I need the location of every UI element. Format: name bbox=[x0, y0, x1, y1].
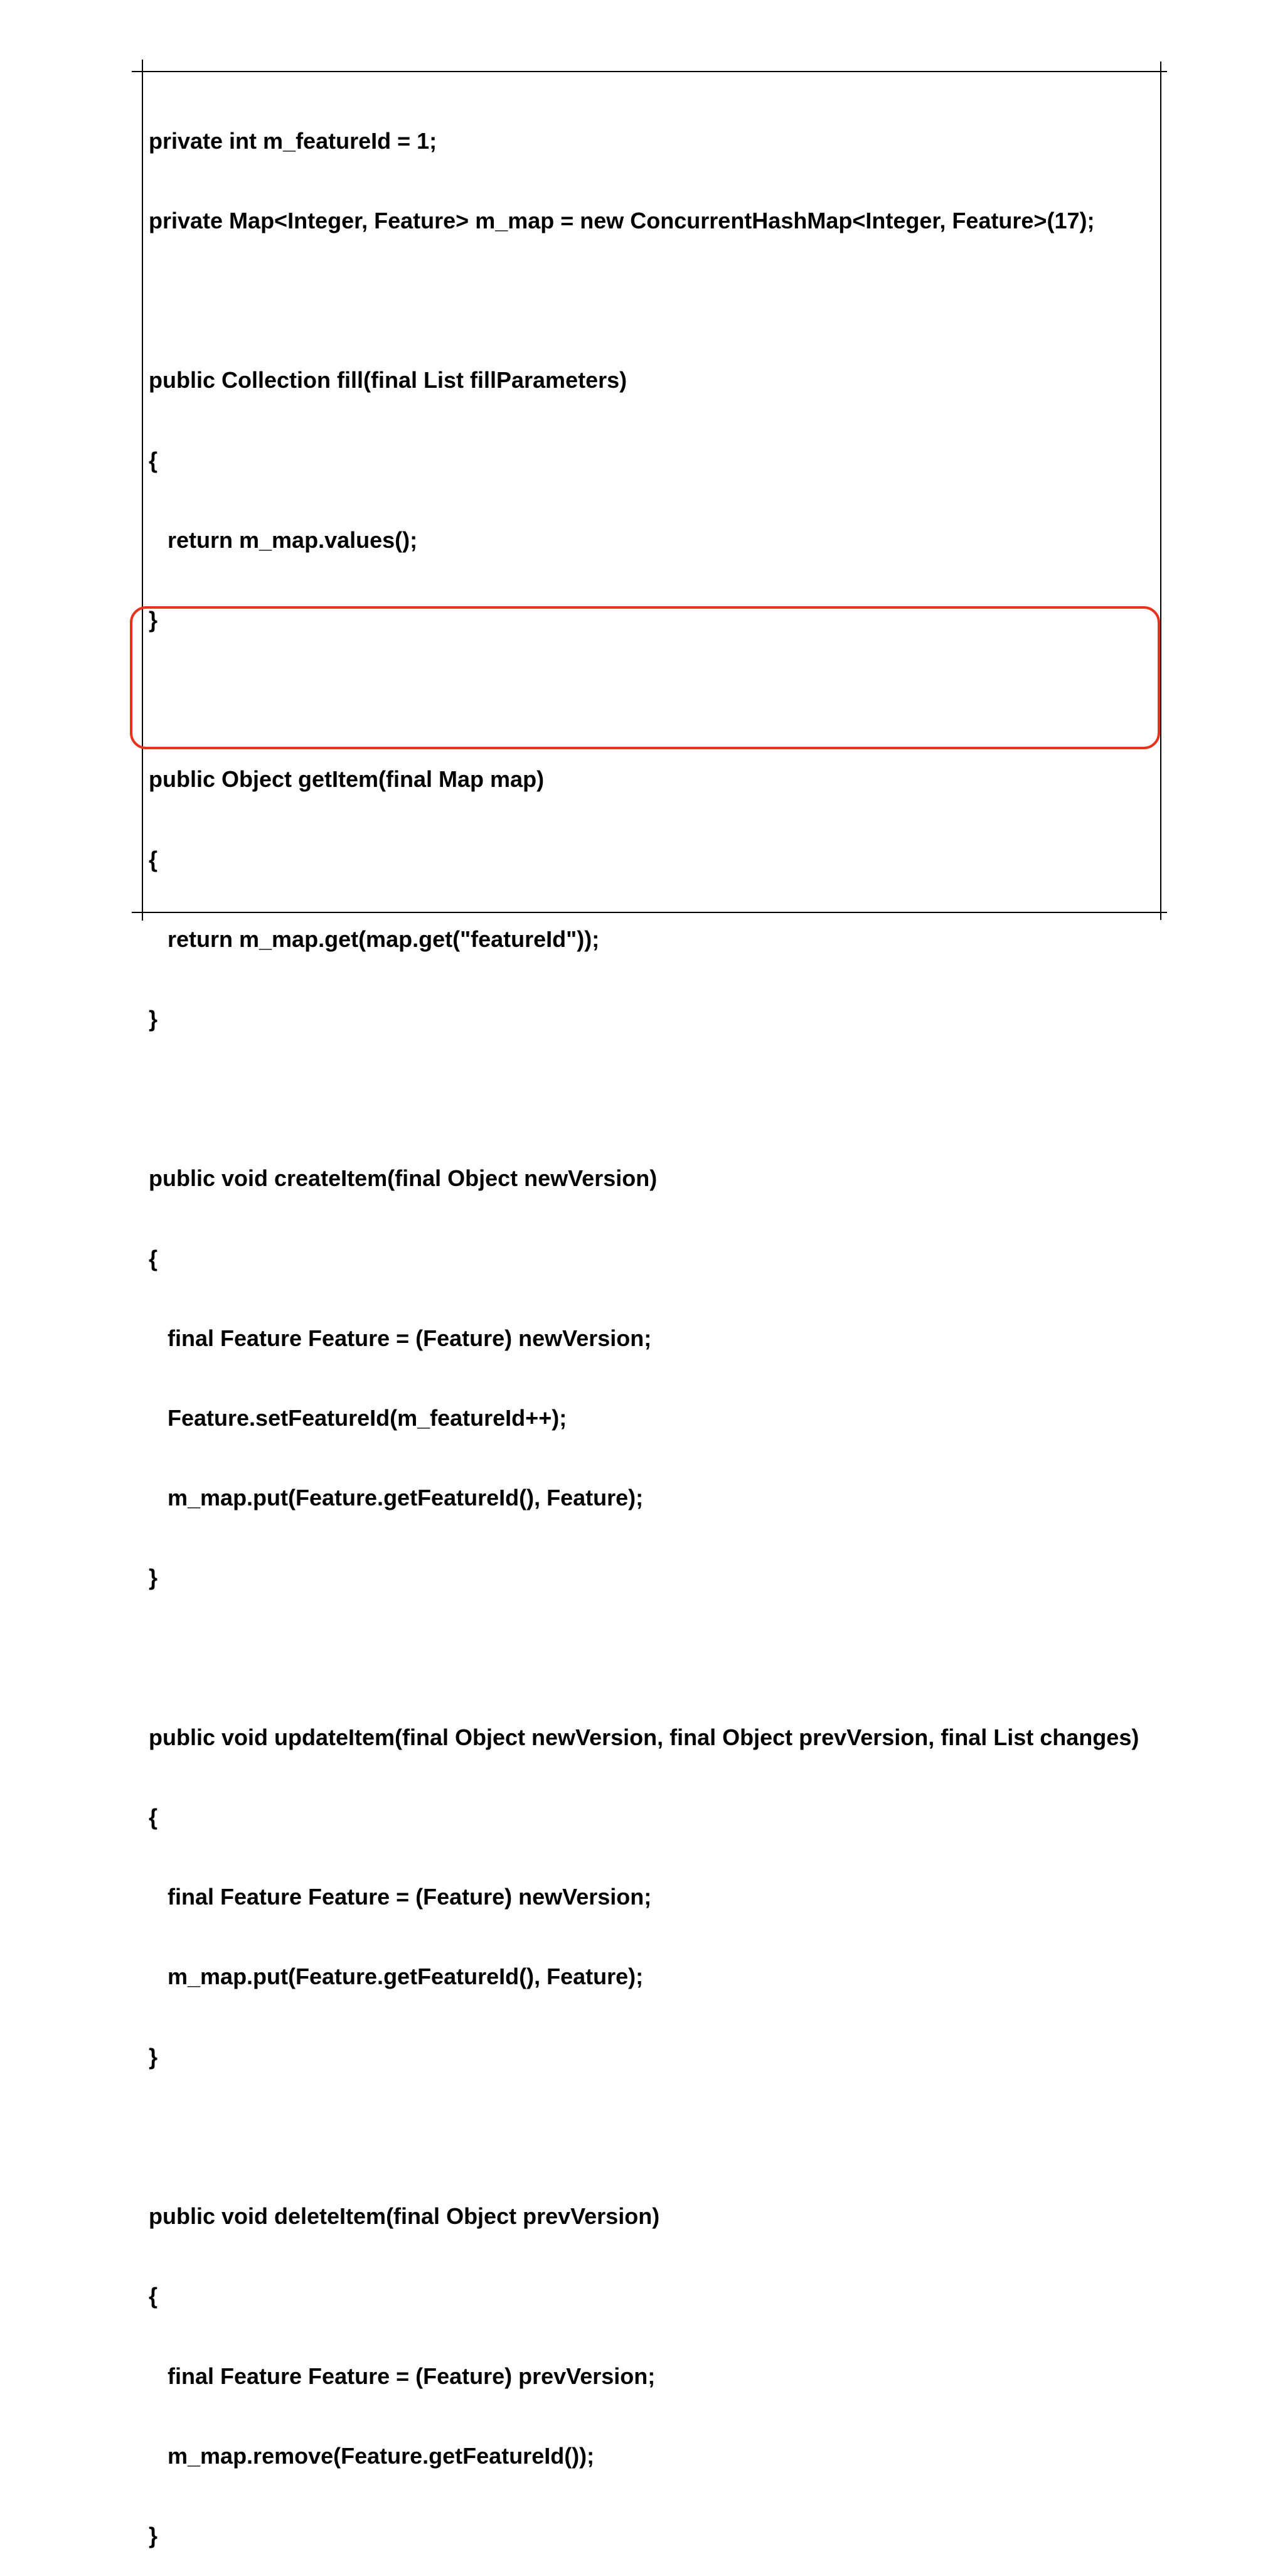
updateitem-highlight-box bbox=[130, 606, 1160, 749]
code-line-getitem-signature: public Object getItem(final Map map) bbox=[149, 766, 545, 793]
code-line-createitem-signature: public void createItem(final Object newVersion) bbox=[149, 1165, 658, 1192]
frame-left-line bbox=[142, 60, 143, 921]
code-line-updateitem-signature: public void updateItem(final Object newVersion, final Object prevVersion, final List changes) bbox=[149, 1724, 1139, 1750]
code-line-open-brace: { bbox=[149, 2283, 158, 2309]
code-line-close-brace: } bbox=[149, 2043, 158, 2070]
code-line-createitem-cast: final Feature Feature = (Feature) newVersion; bbox=[149, 1325, 652, 1351]
code-line-createitem-put: m_map.put(Feature.getFeatureId(), Feature); bbox=[149, 1485, 644, 1511]
code-line-fill-body: return m_map.values(); bbox=[149, 526, 418, 553]
frame-right-line bbox=[1160, 61, 1161, 920]
code-line-updateitem-put: m_map.put(Feature.getFeatureId(), Feature); bbox=[149, 1964, 644, 1990]
code-line-close-brace: } bbox=[149, 1006, 158, 1032]
code-line-open-brace: { bbox=[149, 1245, 158, 1271]
code-line-blank bbox=[149, 287, 1153, 314]
code-line-deleteitem-remove: m_map.remove(Feature.getFeatureId()); bbox=[149, 2442, 595, 2469]
code-line-fill-signature: public Collection fill(final List fillParameters) bbox=[149, 367, 627, 393]
code-line-createitem-setid: Feature.setFeatureId(m_featureId++); bbox=[149, 1405, 567, 1431]
code-line-blank bbox=[149, 2124, 1153, 2150]
code-line-updateitem-cast: final Feature Feature = (Feature) newVersion; bbox=[149, 1884, 652, 1910]
code-line-close-brace: } bbox=[149, 1564, 158, 1591]
code-line-deleteitem-cast: final Feature Feature = (Feature) prevVersion; bbox=[149, 2363, 656, 2389]
code-line-deleteitem-signature: public void deleteItem(final Object prevVersion) bbox=[149, 2203, 660, 2230]
code-line-close-brace: } bbox=[149, 607, 158, 633]
code-line-field-featureid: private int m_featureId = 1; bbox=[149, 127, 437, 154]
code-line-getitem-body: return m_map.get(map.get("featureId")); bbox=[149, 926, 600, 952]
code-line-blank bbox=[149, 1086, 1153, 1112]
code-line-close-brace: } bbox=[149, 2522, 158, 2548]
code-listing bbox=[149, 75, 1153, 2576]
code-line-open-brace: { bbox=[149, 447, 158, 473]
frame-top-line bbox=[132, 71, 1167, 72]
code-line-blank bbox=[149, 1645, 1153, 1671]
code-line-field-map: private Map<Integer, Feature> m_map = new ConcurrentHashMap<Integer, Feature>(17); bbox=[149, 208, 1095, 234]
code-line-open-brace: { bbox=[149, 1804, 158, 1830]
code-line-open-brace: { bbox=[149, 846, 158, 872]
